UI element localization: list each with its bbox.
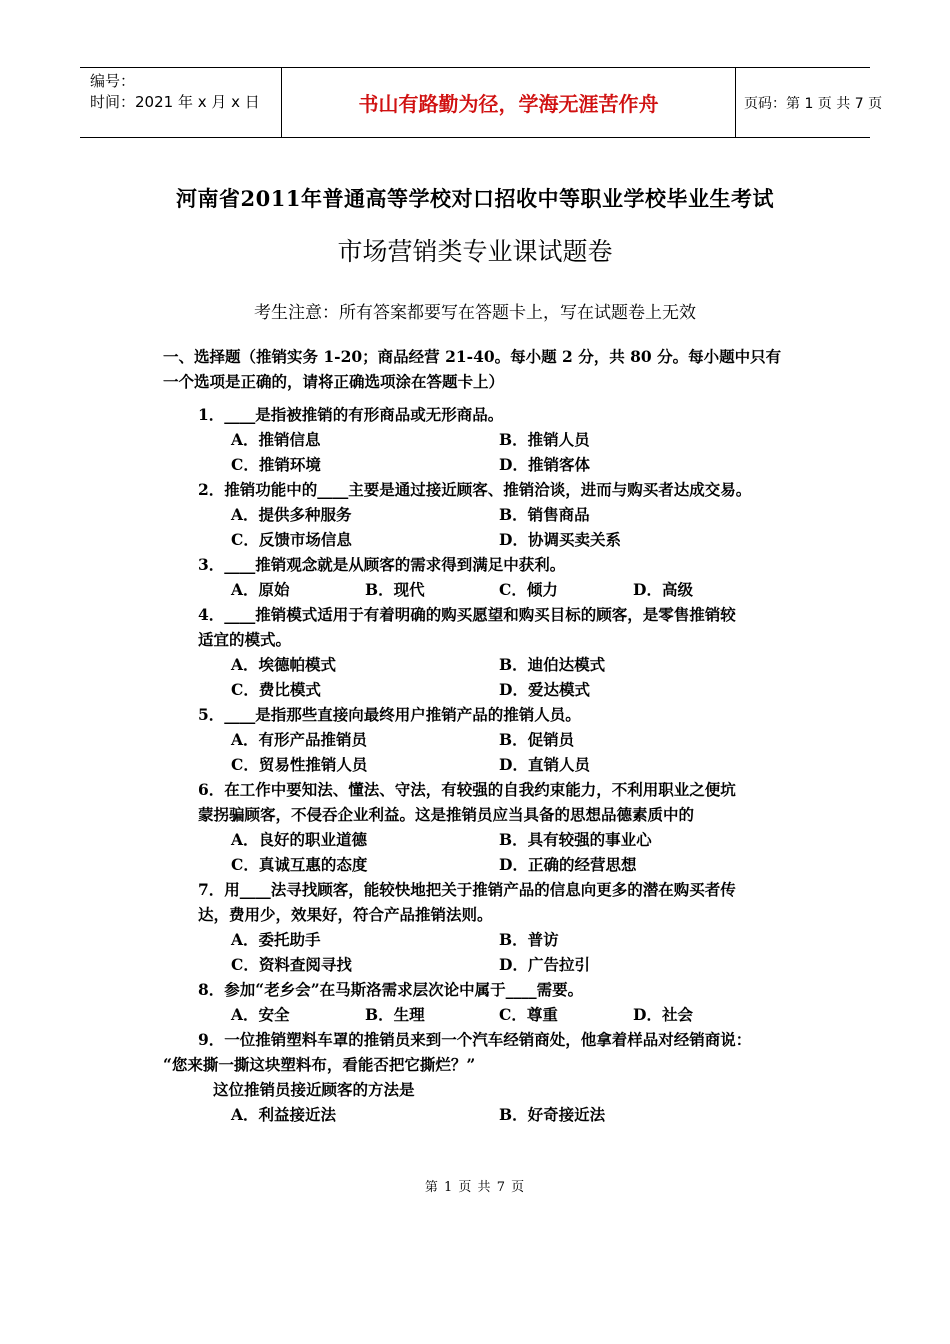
option-d: D．正确的经营思想 — [499, 855, 637, 874]
time-label: 时间：2021 年 x 月 x 日 — [90, 93, 260, 111]
option-a: A．埃德帕模式 — [231, 655, 337, 674]
question-3 — [163, 552, 793, 577]
options-row — [163, 502, 793, 527]
question-stem: 9．一位推销塑料车罩的推销员来到一个汽车经销商处，他拿着样品对经销商说： — [198, 1030, 752, 1049]
option-b: B．推销人员 — [499, 430, 590, 449]
document-header — [80, 67, 883, 138]
option-d: D．协调买卖关系 — [499, 530, 621, 549]
option-a: A．推销信息 — [231, 430, 321, 449]
options-row — [163, 527, 793, 552]
question-stem: 5．____是指那些直接向最终用户推销产品的推销人员。 — [198, 705, 581, 724]
header-left-cell — [80, 68, 281, 137]
option-b: B．具有较强的事业心 — [499, 830, 652, 849]
question-7 — [163, 877, 793, 927]
question-9 — [163, 1027, 793, 1052]
question-5 — [163, 702, 793, 727]
page-footer: 第 1 页 共 7 页 — [424, 1180, 526, 1195]
question-stem-continued: 达，费用少，效果好，符合产品推销法则。 — [198, 905, 493, 924]
question-stem-continued: 蒙拐骗顾客，不侵吞企业利益。这是推销员应当具备的思想品德素质中的 — [198, 805, 695, 824]
question-4 — [163, 602, 793, 652]
option-b: B．销售商品 — [499, 505, 590, 524]
option-d: D．高级 — [633, 580, 693, 599]
option-d: D．爱达模式 — [499, 680, 590, 699]
question-stem-continued: “您来撕一撕这块塑料布，看能否把它撕烂？” — [163, 1055, 476, 1074]
options-row — [163, 677, 793, 702]
option-a: A．良好的职业道德 — [231, 830, 368, 849]
candidate-notice: 考生注意：所有答案都要写在答题卡上，写在试题卷上无效 — [254, 303, 696, 323]
question-stem-continued: 这位推销员接近顾客的方法是 — [213, 1080, 415, 1099]
option-b: B．迪伯达模式 — [499, 655, 606, 674]
page-info: 页码：第 1 页 共 7 页 — [744, 95, 883, 112]
option-a: A．安全 — [231, 1005, 290, 1024]
section-heading-line: 一个选项是正确的，请将正确选项涂在答题卡上） — [163, 372, 505, 391]
option-c: C．费比模式 — [231, 680, 321, 699]
option-a: A．有形产品推销员 — [231, 730, 368, 749]
question-2 — [163, 477, 793, 502]
option-c: C．资料查阅寻找 — [231, 955, 352, 974]
question-6 — [163, 777, 793, 827]
options-row — [163, 427, 793, 452]
options-row — [163, 452, 793, 477]
option-d: D．广告拉引 — [499, 955, 590, 974]
question-stem: 1．____是指被推销的有形商品或无形商品。 — [198, 405, 504, 424]
question-stem: 3．____推销观念就是从顾客的需求得到满足中获利。 — [198, 555, 566, 574]
question-1 — [163, 402, 793, 427]
question-stem: 6．在工作中要知法、懂法、守法，有较强的自我约束能力，不利用职业之便坑 — [198, 780, 736, 799]
option-d: D．推销客体 — [499, 455, 590, 474]
paper-title: 市场营销类专业课试题卷 — [337, 237, 613, 266]
option-b: B．促销员 — [499, 730, 575, 749]
question-section — [163, 344, 793, 1127]
option-b: B．现代 — [365, 580, 425, 599]
option-c: C．真诚互惠的态度 — [231, 855, 368, 874]
option-a: A．原始 — [231, 580, 290, 599]
option-a: A．利益接近法 — [231, 1105, 337, 1124]
option-c: C．尊重 — [499, 1005, 558, 1024]
option-c: C．贸易性推销人员 — [231, 755, 368, 774]
option-c: C．倾力 — [499, 580, 558, 599]
question-stem: 2．推销功能中的____主要是通过接近顾客、推销洽谈，进而与购买者达成交易。 — [198, 480, 752, 499]
options-row — [163, 752, 793, 777]
number-label: 编号： — [90, 72, 136, 90]
options-row — [163, 927, 793, 952]
options-row — [163, 827, 793, 852]
options-row — [163, 577, 793, 602]
option-a: A．委托助手 — [231, 930, 321, 949]
question-stem: 4．____推销模式适用于有着明确的购买愿望和购买目标的顾客，是零售推销较 — [198, 605, 736, 624]
option-b: B．生理 — [365, 1005, 425, 1024]
option-b: B．好奇接近法 — [499, 1105, 606, 1124]
options-row — [163, 652, 793, 677]
options-row — [163, 1002, 793, 1027]
options-row — [163, 1102, 793, 1127]
question-stem: 8．参加“老乡会”在马斯洛需求层次论中属于____需要。 — [198, 980, 584, 999]
question-stem: 7．用____法寻找顾客，能较快地把关于推销产品的信息向更多的潜在购买者传 — [198, 880, 736, 899]
question-8 — [163, 977, 793, 1002]
question-stem-continued: 适宜的模式。 — [198, 630, 292, 649]
option-c: C．推销环境 — [231, 455, 321, 474]
options-row — [163, 852, 793, 877]
option-b: B．普访 — [499, 930, 559, 949]
section-heading — [163, 344, 793, 394]
section-heading-line: 一、选择题（推销实务 1-20；商品经营 21-40。每小题 2 分，共 80 分。每小题中只有 — [163, 347, 782, 366]
options-row — [163, 727, 793, 752]
exam-title: 河南省2011年普通高等学校对口招收中等职业学校毕业生考试 — [176, 186, 774, 211]
option-d: D．直销人员 — [499, 755, 590, 774]
option-a: A．提供多种服务 — [231, 505, 352, 524]
options-row — [163, 952, 793, 977]
motto: 书山有路勤为径，学海无涯苦作舟 — [281, 68, 736, 137]
option-c: C．反馈市场信息 — [231, 530, 352, 549]
option-d: D．社会 — [633, 1005, 693, 1024]
